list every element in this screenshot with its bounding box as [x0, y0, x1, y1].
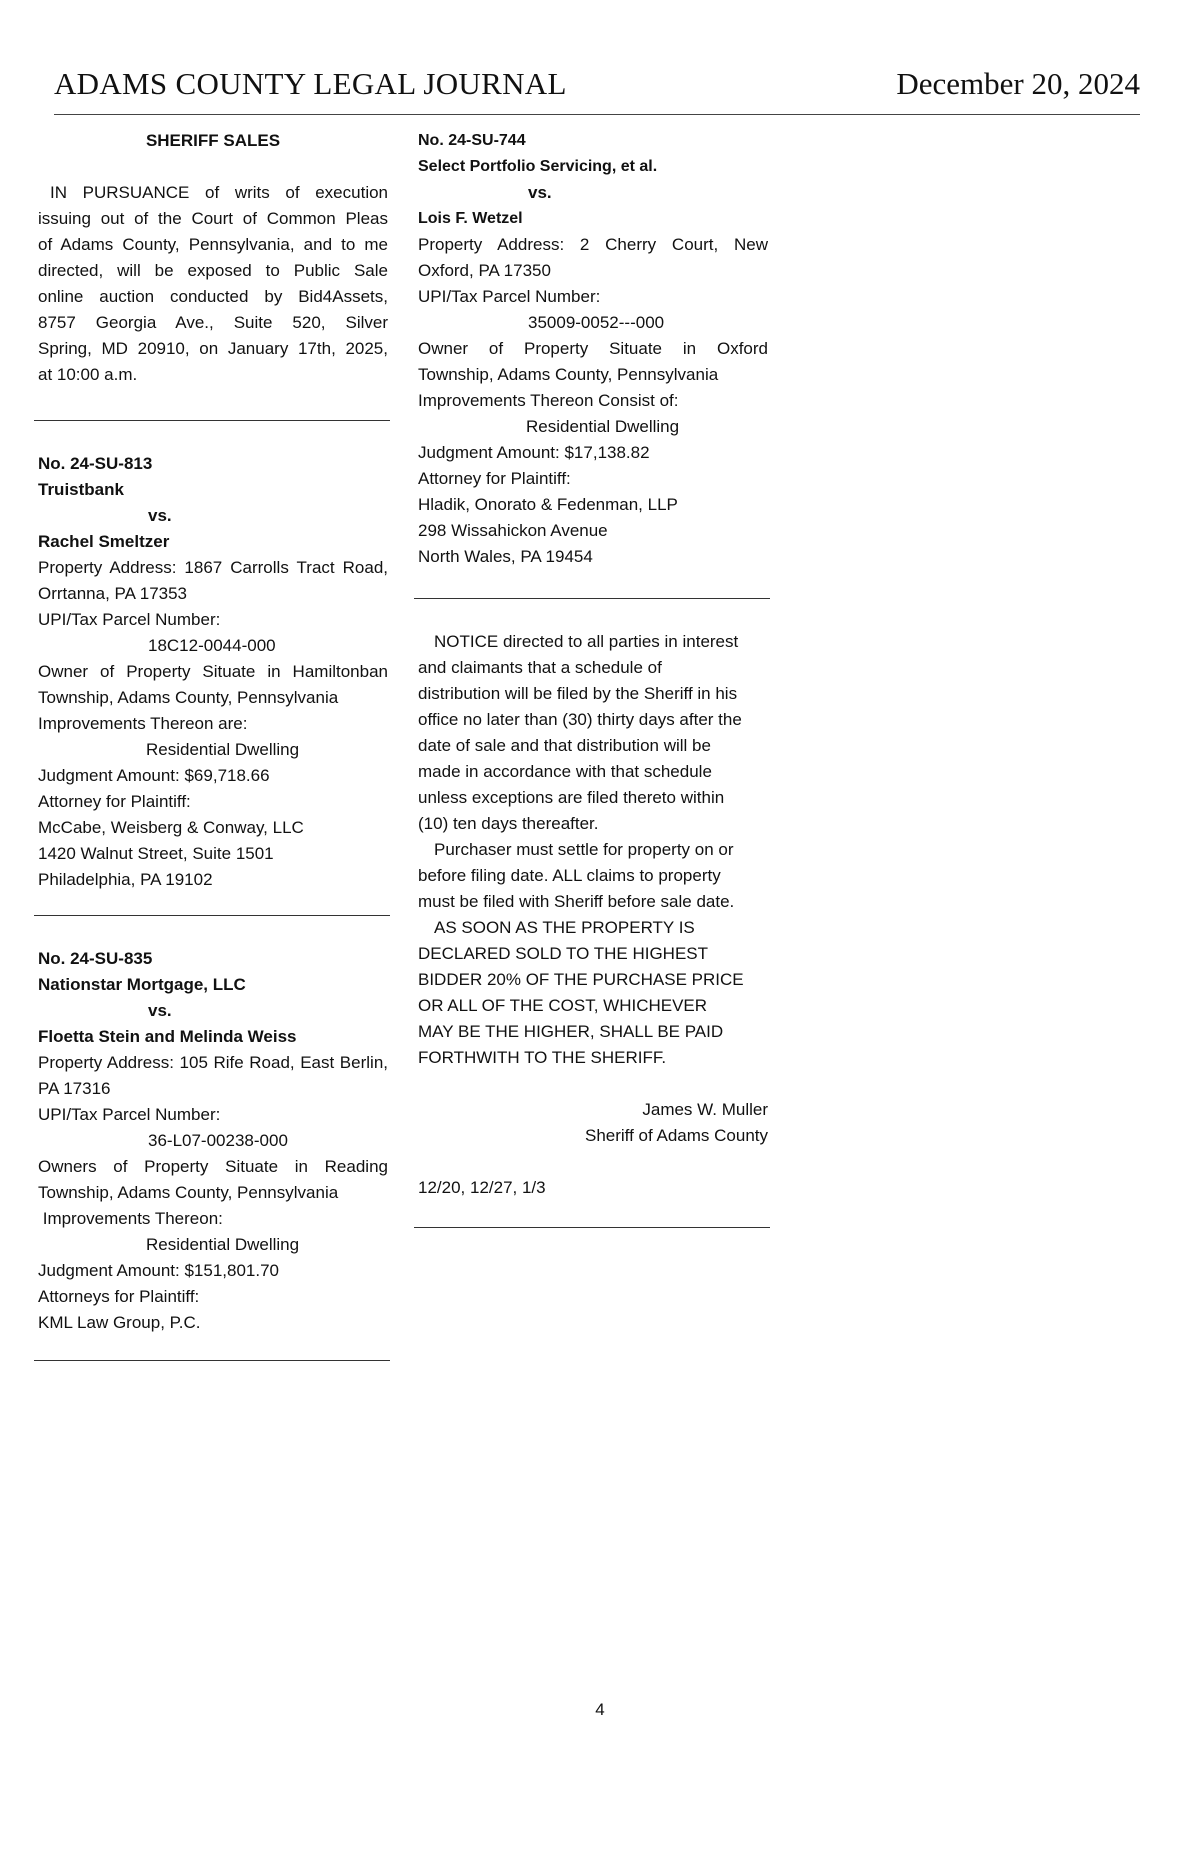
attorney-name: KML Law Group, P.C.	[38, 1313, 201, 1332]
improvements-label: Improvements Thereon are:	[38, 714, 248, 733]
page-header	[54, 66, 1140, 115]
plaintiff: Select Portfolio Servicing, et al.	[418, 158, 658, 175]
property-address: Property Address: 1867 Carrolls Tract Road,	[38, 558, 388, 577]
improvements-label: Improvements Thereon Consist of:	[418, 391, 679, 410]
case-24-su-835	[38, 946, 388, 1336]
attorney-city: Philadelphia, PA 19102	[38, 870, 213, 889]
notice-line: and claimants that a schedule of	[418, 658, 662, 677]
intro-line: IN PURSUANCE of writs of execution	[50, 183, 388, 202]
judgment-amount: Judgment Amount: $17,138.82	[418, 443, 650, 462]
case-number: No. 24-SU-813	[38, 454, 153, 473]
parcel-number: 18C12-0044-000	[148, 636, 276, 655]
parcel-label: UPI/Tax Parcel Number:	[418, 287, 601, 306]
notice-line: OR ALL OF THE COST, WHICHEVER	[418, 996, 708, 1015]
owner-line: Owner of Property Situate in Hamiltonban	[38, 662, 388, 681]
owner-line: Owners of Property Situate in Reading	[38, 1157, 388, 1176]
intro-paragraph	[38, 180, 388, 388]
parcel-number: 35009-0052---000	[528, 313, 665, 332]
notice-line: distribution will be filed by the Sheriff in his	[418, 684, 738, 703]
page-number: 4	[595, 1700, 605, 1719]
intro-line: directed, will be exposed to Public Sale	[38, 261, 388, 280]
improvements-label: Improvements Thereon:	[38, 1209, 223, 1228]
notice-line: (10) ten days thereafter.	[418, 814, 599, 833]
property-address-cont: Orrtanna, PA 17353	[38, 584, 188, 603]
defendant: Lois F. Wetzel	[418, 210, 523, 227]
case-number: No. 24-SU-744	[418, 132, 526, 149]
sheriff-title: Sheriff of Adams County	[584, 1126, 768, 1145]
notice-line: AS SOON AS THE PROPERTY IS	[434, 918, 695, 937]
property-address: Property Address: 2 Cherry Court, New	[418, 235, 768, 254]
notice-line: made in accordance with that schedule	[418, 762, 712, 781]
property-address-cont: PA 17316	[38, 1079, 111, 1098]
attorney-name: McCabe, Weisberg & Conway, LLC	[38, 818, 304, 837]
improvements-value: Residential Dwelling	[146, 740, 300, 759]
left-column	[38, 128, 388, 1361]
notice-line: Purchaser must settle for property on or	[434, 840, 734, 859]
issue-date: December 20, 2024	[896, 66, 1140, 101]
notice-line: NOTICE directed to all parties in interest	[434, 632, 739, 651]
right-column	[418, 128, 768, 1228]
owner-line-cont: Township, Adams County, Pennsylvania	[418, 365, 719, 384]
judgment-amount: Judgment Amount: $151,801.70	[38, 1261, 280, 1280]
parcel-label: UPI/Tax Parcel Number:	[38, 1105, 221, 1124]
attorney-city: North Wales, PA 19454	[418, 547, 593, 566]
intro-line: online auction conducted by Bid4Assets,	[38, 287, 388, 306]
notice-line: date of sale and that distribution will be	[418, 736, 711, 755]
section-heading: SHERIFF SALES	[145, 131, 281, 150]
parcel-label: UPI/Tax Parcel Number:	[38, 610, 221, 629]
notice-line: FORTHWITH TO THE SHERIFF.	[418, 1048, 667, 1067]
improvements-value: Residential Dwelling	[526, 417, 680, 436]
case-24-su-744	[418, 128, 768, 570]
journal-title: ADAMS COUNTY LEGAL JOURNAL	[54, 66, 567, 101]
attorney-label: Attorney for Plaintiff:	[418, 469, 571, 488]
section-divider	[34, 1360, 390, 1361]
notice-line: BIDDER 20% OF THE PURCHASE PRICE	[418, 970, 744, 989]
owner-line-cont: Township, Adams County, Pennsylvania	[38, 1183, 339, 1202]
notice-paragraph	[418, 629, 768, 1071]
notice-line: before filing date. ALL claims to property	[418, 866, 721, 885]
notice-line: unless exceptions are filed thereto within	[418, 788, 725, 807]
case-number: No. 24-SU-835	[38, 949, 153, 968]
case-24-su-813	[38, 451, 388, 893]
judgment-amount: Judgment Amount: $69,718.66	[38, 766, 270, 785]
owner-line: Owner of Property Situate in Oxford	[418, 339, 768, 358]
notice-line: MAY BE THE HIGHER, SHALL BE PAID	[418, 1022, 724, 1041]
defendant: Rachel Smeltzer	[38, 532, 170, 551]
intro-line: 8757 Georgia Ave., Suite 520, Silver	[38, 313, 388, 332]
property-address-cont: Oxford, PA 17350	[418, 261, 551, 280]
notice-line: must be filed with Sheriff before sale date.	[418, 892, 735, 911]
intro-line: Spring, MD 20910, on January 17th, 2025,	[38, 339, 388, 358]
sheriff-name: James W. Muller	[642, 1100, 768, 1119]
notice-line: office no later than (30) thirty days after the	[418, 710, 742, 729]
intro-line: at 10:00 a.m.	[38, 365, 138, 384]
versus: vs.	[148, 506, 172, 525]
attorney-label: Attorney for Plaintiff:	[38, 792, 191, 811]
plaintiff: Truistbank	[38, 480, 124, 499]
notice-line: DECLARED SOLD TO THE HIGHEST	[418, 944, 709, 963]
parcel-number: 36-L07-00238-000	[148, 1131, 288, 1150]
owner-line-cont: Township, Adams County, Pennsylvania	[38, 688, 339, 707]
versus: vs.	[528, 183, 552, 202]
intro-line: of Adams County, Pennsylvania, and to me	[38, 235, 388, 254]
publication-dates: 12/20, 12/27, 1/3	[418, 1178, 546, 1197]
intro-line: issuing out of the Court of Common Pleas	[38, 209, 388, 228]
plaintiff: Nationstar Mortgage, LLC	[38, 975, 246, 994]
property-address: Property Address: 105 Rife Road, East Berlin,	[38, 1053, 388, 1072]
improvements-value: Residential Dwelling	[146, 1235, 300, 1254]
attorney-label: Attorneys for Plaintiff:	[38, 1287, 200, 1306]
versus: vs.	[148, 1001, 172, 1020]
attorney-name: Hladik, Onorato & Fedenman, LLP	[418, 495, 678, 514]
attorney-address: 298 Wissahickon Avenue	[418, 521, 608, 540]
attorney-address: 1420 Walnut Street, Suite 1501	[38, 844, 274, 863]
defendant: Floetta Stein and Melinda Weiss	[38, 1027, 297, 1046]
section-divider	[414, 1227, 770, 1228]
